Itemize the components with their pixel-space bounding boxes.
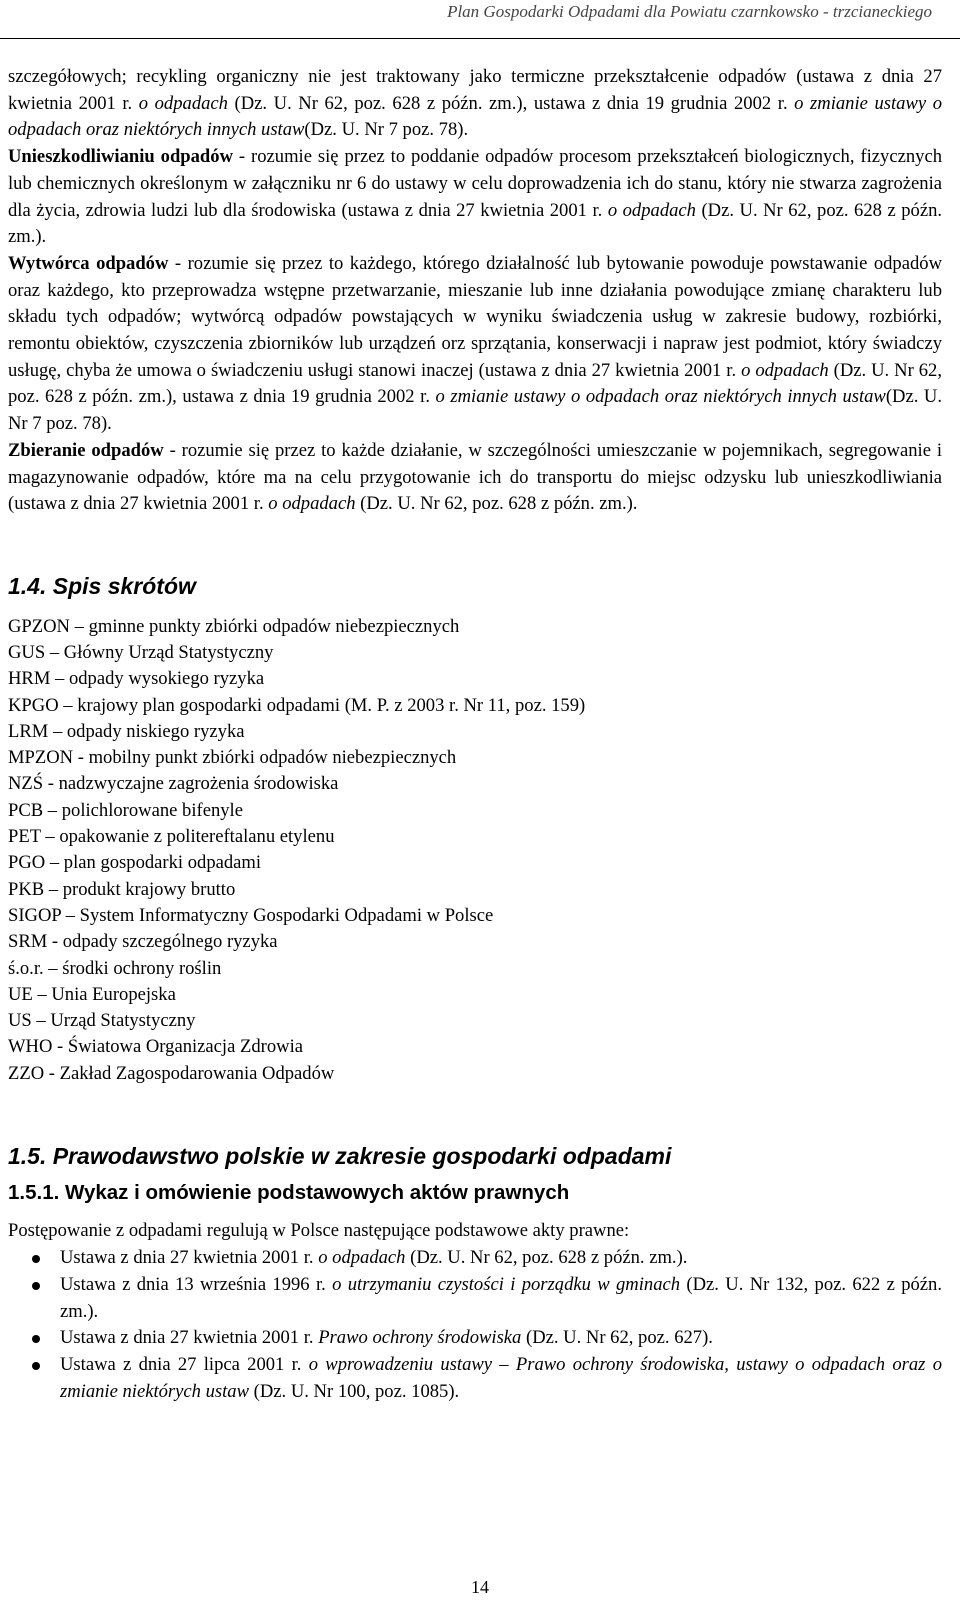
list-item: SRM - odpady szczególnego ryzyka [8, 931, 278, 953]
bullet-icon [32, 1335, 40, 1343]
list-item: Ustawa z dnia 13 września 1996 r. o utrzymaniu czystości i porządku w gminach (Dz. U. Nr 132, poz. 622 z późn. zm.). [8, 1272, 942, 1325]
list-item: UE – Unia Europejska [8, 983, 176, 1005]
bullet-icon [32, 1362, 40, 1370]
list-item: Ustawa z dnia 27 kwietnia 2001 r. o odpadach (Dz. U. Nr 62, poz. 628 z późn. zm.). [8, 1245, 942, 1272]
definition-wytworca: Wytwórca odpadów - rozumie się przez to każdego, którego działalność lub bytowanie powoduje powstawanie odpadów oraz każdego, kto przeprowadza wstępne przetwarzanie, mieszanie lub inne działania powodujące zmianę charakteru lub składu tych odpadów; wytwórcą odpadów powstających w wyniku świadczenia usług w zakresie budowy, rozbiórki, remontu obiektów, czyszczenia zbiorników lub urządzeń orz sprzątania, konserwacji i napraw jest podmiot, który świadczy usługę, chyba że umowa o świadczeniu usługi stanowi inaczej (ustawa z dnia 27 kwietnia 2001 r. o odpadach (Dz. U. Nr 62, poz. 628 z późn. zm.), ustawa z dnia 19 grudnia 2002 r. o zmianie ustawy o odpadach oraz niektórych innych ustaw(Dz. U. Nr 7 poz. 78). [8, 252, 943, 435]
bullet-icon [32, 1255, 40, 1263]
list-item: Ustawa z dnia 27 kwietnia 2001 r. Prawo ochrony środowiska (Dz. U. Nr 62, poz. 627). [8, 1325, 942, 1352]
abbreviation-list [8, 614, 942, 1087]
list-item: GUS – Główny Urząd Statystyczny [8, 641, 274, 663]
legal-acts-list [8, 1245, 942, 1405]
list-item: PGO – plan gospodarki odpadami [8, 852, 262, 874]
list-item: Ustawa z dnia 27 lipca 2001 r. o wprowadzeniu ustawy – Prawo ochrony środowiska, ustawy o odpadach oraz o zmianie niektórych ustaw (Dz. U. Nr 100, poz. 1085). [8, 1352, 942, 1405]
definition-term: Wytwórca odpadów [8, 252, 169, 274]
list-item: WHO - Światowa Organizacja Zdrowia [8, 1036, 303, 1058]
definition-term: Zbieranie odpadów [8, 439, 164, 461]
bullet-icon [32, 1282, 40, 1290]
list-item: MPZON - mobilny punkt zbiórki odpadów niebezpiecznych [8, 747, 457, 769]
list-item: PKB – produkt krajowy brutto [8, 878, 236, 900]
definition-unieszkodliwianie: Unieszkodliwianiu odpadów - rozumie się przez to poddanie odpadów procesom przekształceń biologicznych, fizycznych lub chemicznych określonym w załączniku nr 6 do ustawy w celu doprowadzenia ich do stanu, który nie stwarza zagrożenia dla życia, zdrowia ludzi lub dla środowiska (ustawa z dnia 27 kwietnia 2001 r. o odpadach (Dz. U. Nr 62, poz. 628 z późn. zm.). [8, 146, 943, 248]
section-heading-prawodawstwo: 1.5. Prawodawstwo polskie w zakresie gospodarki odpadami [8, 1143, 672, 1169]
document-body [8, 64, 942, 1405]
header-rule [0, 38, 960, 39]
definition-paragraph-continued: szczegółowych; recykling organiczny nie jest traktowany jako termiczne przekształcenie odpadów (ustawa z dnia 27 kwietnia 2001 r. o odpadach (Dz. U. Nr 62, poz. 628 z późn. zm.), ustawa z dnia 19 grudnia 2002 r. o zmianie ustawy o odpadach oraz niektórych innych ustaw(Dz. U. Nr 7 poz. 78). [8, 66, 942, 141]
running-header: Plan Gospodarki Odpadami dla Powiatu czarnkowsko - trzcianeckiego [447, 2, 932, 21]
list-item: PCB – polichlorowane bifenyle [8, 799, 243, 821]
list-item: ś.o.r. – środki ochrony roślin [8, 957, 222, 979]
subsection-heading-wykaz-aktow: 1.5.1. Wykaz i omówienie podstawowych aktów prawnych [8, 1180, 570, 1204]
intro-paragraph: Postępowanie z odpadami regulują w Polsce następujące podstawowe akty prawne: [8, 1220, 630, 1242]
list-item: SIGOP – System Informatyczny Gospodarki Odpadami w Polsce [8, 904, 494, 926]
list-item: GPZON – gminne punkty zbiórki odpadów niebezpiecznych [8, 615, 460, 637]
definition-zbieranie: Zbieranie odpadów - rozumie się przez to każde działanie, w szczególności umieszczanie w pojemnikach, segregowanie i magazynowanie odpadów, które ma na celu przygotowanie ich do transportu do miejsc odzysku lub unieszkodliwiania (ustawa z dnia 27 kwietnia 2001 r. o odpadach (Dz. U. Nr 62, poz. 628 z późn. zm.). [8, 439, 942, 515]
list-item: US – Urząd Statystyczny [8, 1010, 196, 1032]
list-item: NZŚ - nadzwyczajne zagrożenia środowiska [8, 773, 339, 795]
section-heading-spis-skrotow: 1.4. Spis skrótów [8, 572, 196, 599]
list-item: HRM – odpady wysokiego ryzyka [8, 668, 265, 690]
list-item: ZZO - Zakład Zagospodarowania Odpadów [8, 1062, 335, 1084]
list-item: LRM – odpady niskiego ryzyka [8, 720, 245, 742]
list-item: KPGO – krajowy plan gospodarki odpadami (M. P. z 2003 r. Nr 11, poz. 159) [8, 694, 586, 716]
page-number: 14 [471, 1577, 489, 1597]
definition-term: Unieszkodliwianiu odpadów [8, 146, 233, 168]
list-item: PET – opakowanie z politereftalanu etylenu [8, 826, 335, 848]
